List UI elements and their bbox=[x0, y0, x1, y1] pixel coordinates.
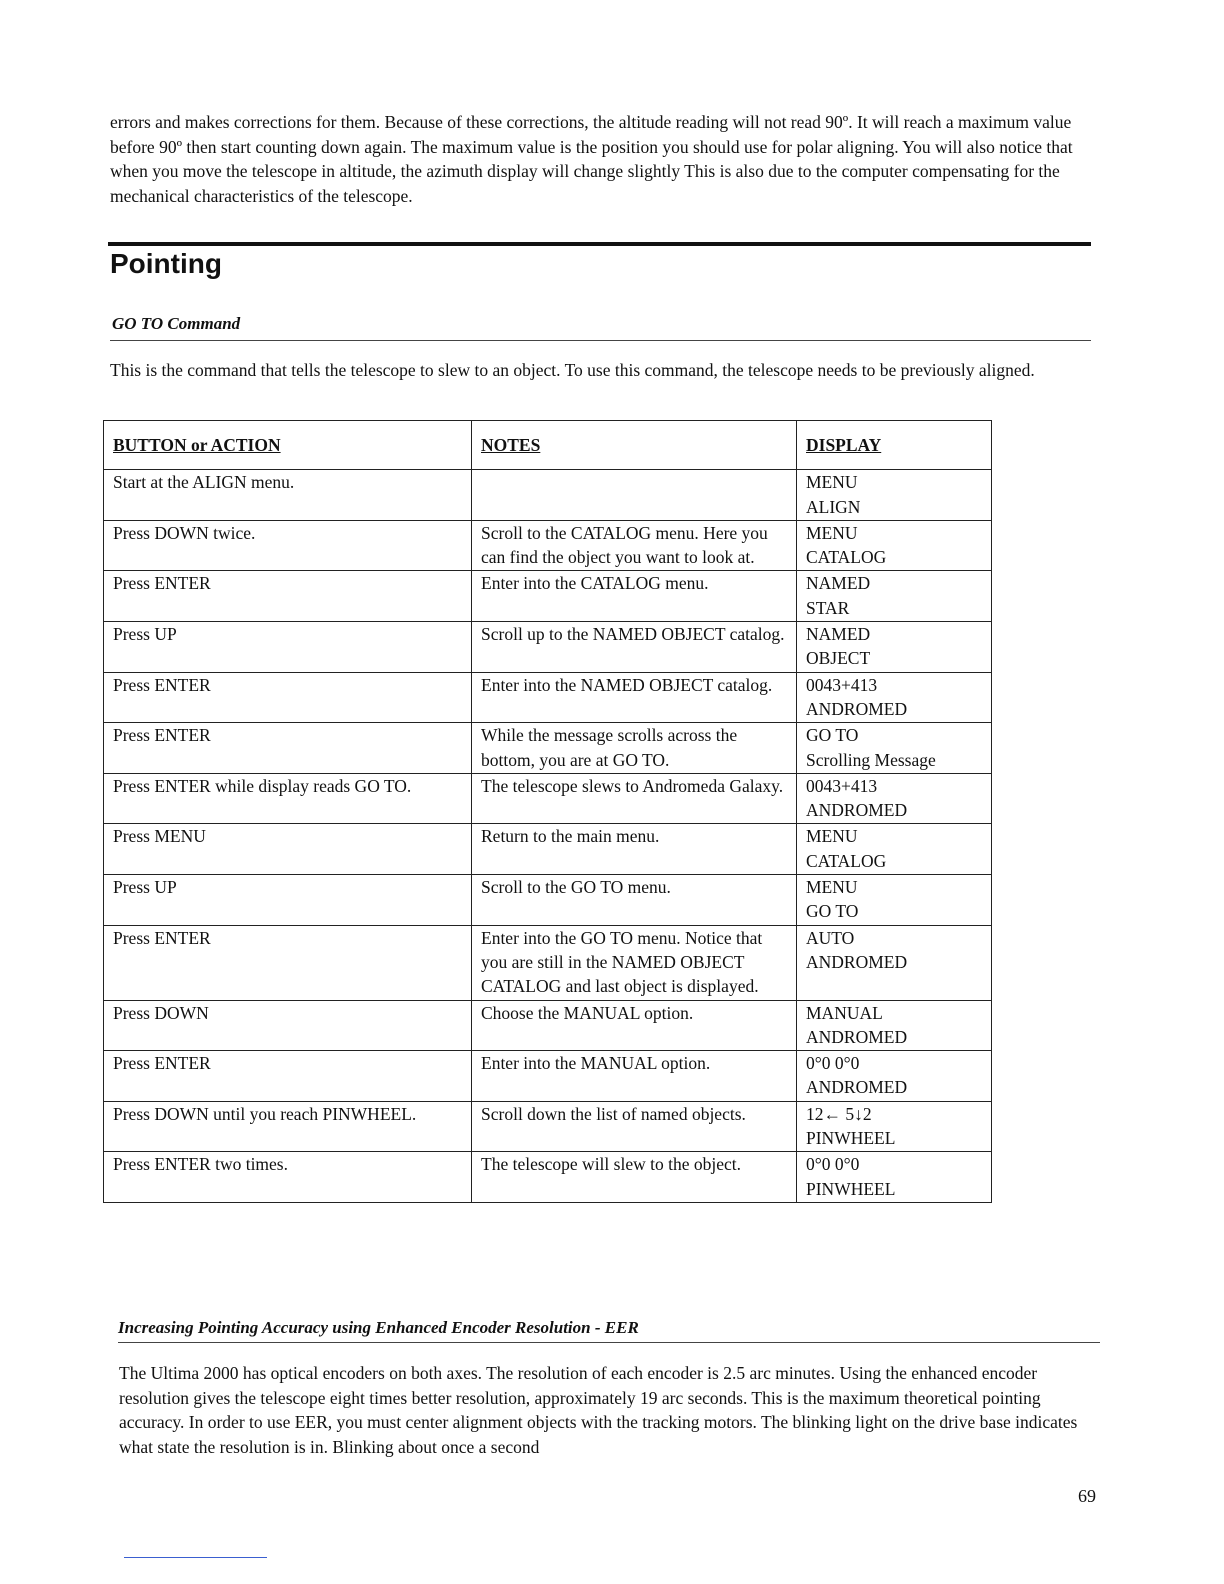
footer-line bbox=[124, 1557, 267, 1558]
eer-heading: Increasing Pointing Accuracy using Enhanced Encoder Resolution - EER bbox=[118, 1318, 639, 1337]
cell-action: Press ENTER bbox=[104, 571, 472, 622]
table-row bbox=[104, 1101, 992, 1152]
table-row bbox=[104, 672, 992, 723]
table-row bbox=[104, 773, 992, 824]
cell-display: MENU CATALOG bbox=[797, 824, 992, 875]
cell-notes: Enter into the CATALOG menu. bbox=[472, 571, 797, 622]
table-row bbox=[104, 1000, 992, 1051]
cell-display: 12← 5↓2 PINWHEEL bbox=[797, 1101, 992, 1152]
table-header-row bbox=[104, 421, 992, 470]
cell-action: Start at the ALIGN menu. bbox=[104, 470, 472, 521]
section-divider bbox=[108, 242, 1091, 246]
cell-action: Press ENTER bbox=[104, 672, 472, 723]
eer-heading-rule bbox=[118, 1342, 1100, 1343]
cell-display: NAMED OBJECT bbox=[797, 622, 992, 673]
table-row bbox=[104, 723, 992, 774]
section-title: Pointing bbox=[110, 248, 222, 279]
eer-paragraph: The Ultima 2000 has optical encoders on both axes. The resolution of each encoder is 2.5 arc minutes. Using the enhanced encoder resolution gives the telescope eight times better resolution, approximately 19 arc seconds. This is the maximum theoretical pointing accuracy. In order to use EER, you must center alignment objects with the tracking motors. The blinking light on the drive base indicates what state the resolution is in. Blinking about once a second bbox=[119, 1363, 1078, 1457]
cell-notes bbox=[472, 470, 797, 521]
cell-display: MANUAL ANDROMED bbox=[797, 1000, 992, 1051]
cell-action: Press ENTER bbox=[104, 1051, 472, 1102]
cell-notes: Enter into the NAMED OBJECT catalog. bbox=[472, 672, 797, 723]
cell-action: Press ENTER two times. bbox=[104, 1152, 472, 1203]
cell-display: 0°0 0°0 PINWHEEL bbox=[797, 1152, 992, 1203]
cell-notes: Scroll down the list of named objects. bbox=[472, 1101, 797, 1152]
cell-notes: Return to the main menu. bbox=[472, 824, 797, 875]
cell-display: 0043+413 ANDROMED bbox=[797, 773, 992, 824]
header-notes: NOTES bbox=[472, 421, 797, 470]
cell-notes: Scroll to the CATALOG menu. Here you can find the object you want to look at. bbox=[472, 520, 797, 571]
table-row bbox=[104, 1051, 992, 1102]
goto-heading: GO TO Command bbox=[112, 314, 241, 333]
cell-action: Press DOWN twice. bbox=[104, 520, 472, 571]
table-row bbox=[104, 824, 992, 875]
table-row bbox=[104, 622, 992, 673]
cell-notes: While the message scrolls across the bottom, you are at GO TO. bbox=[472, 723, 797, 774]
cell-display: 0043+413 ANDROMED bbox=[797, 672, 992, 723]
cell-notes: Choose the MANUAL option. bbox=[472, 1000, 797, 1051]
cell-action: Press ENTER bbox=[104, 723, 472, 774]
table-row bbox=[104, 925, 992, 1000]
table-body bbox=[104, 470, 992, 1203]
goto-heading-rule bbox=[110, 340, 1091, 341]
header-button-or-action: BUTTON or ACTION bbox=[104, 421, 472, 470]
cell-notes: The telescope will slew to the object. bbox=[472, 1152, 797, 1203]
cell-notes: The telescope slews to Andromeda Galaxy. bbox=[472, 773, 797, 824]
cell-action: Press ENTER while display reads GO TO. bbox=[104, 773, 472, 824]
cell-display: MENU ALIGN bbox=[797, 470, 992, 521]
cell-display: AUTO ANDROMED bbox=[797, 925, 992, 1000]
table-row bbox=[104, 875, 992, 926]
cell-display: MENU CATALOG bbox=[797, 520, 992, 571]
cell-action: Press DOWN bbox=[104, 1000, 472, 1051]
cell-display: 0°0 0°0 ANDROMED bbox=[797, 1051, 992, 1102]
cell-display: NAMED STAR bbox=[797, 571, 992, 622]
cell-action: Press DOWN until you reach PINWHEEL. bbox=[104, 1101, 472, 1152]
page-number: 69 bbox=[1078, 1486, 1096, 1506]
table-row bbox=[104, 571, 992, 622]
goto-command-table bbox=[103, 420, 992, 1203]
table-row bbox=[104, 1152, 992, 1203]
header-display: DISPLAY bbox=[797, 421, 992, 470]
goto-description: This is the command that tells the telescope to slew to an object. To use this command, the telescope needs to be previously aligned. bbox=[110, 360, 1035, 380]
cell-action: Press UP bbox=[104, 622, 472, 673]
cell-action: Press UP bbox=[104, 875, 472, 926]
table-row bbox=[104, 520, 992, 571]
cell-action: Press MENU bbox=[104, 824, 472, 875]
cell-notes: Enter into the MANUAL option. bbox=[472, 1051, 797, 1102]
cell-notes: Enter into the GO TO menu. Notice that you are still in the NAMED OBJECT CATALOG and last object is displayed. bbox=[472, 925, 797, 1000]
cell-notes: Scroll up to the NAMED OBJECT catalog. bbox=[472, 622, 797, 673]
cell-display: MENU GO TO bbox=[797, 875, 992, 926]
table-row bbox=[104, 470, 992, 521]
cell-display: GO TO Scrolling Message bbox=[797, 723, 992, 774]
intro-paragraph: errors and makes corrections for them. Because of these corrections, the altitude reading will not read 90º. It will reach a maximum value before 90º then start counting down again. The maximum value is the position you should use for polar aligning. You will also notice that when you move the telescope in altitude, the azimuth display will change slightly This is also due to the computer compensating for the mechanical characteristics of the telescope. bbox=[110, 112, 1073, 206]
cell-action: Press ENTER bbox=[104, 925, 472, 1000]
cell-notes: Scroll to the GO TO menu. bbox=[472, 875, 797, 926]
